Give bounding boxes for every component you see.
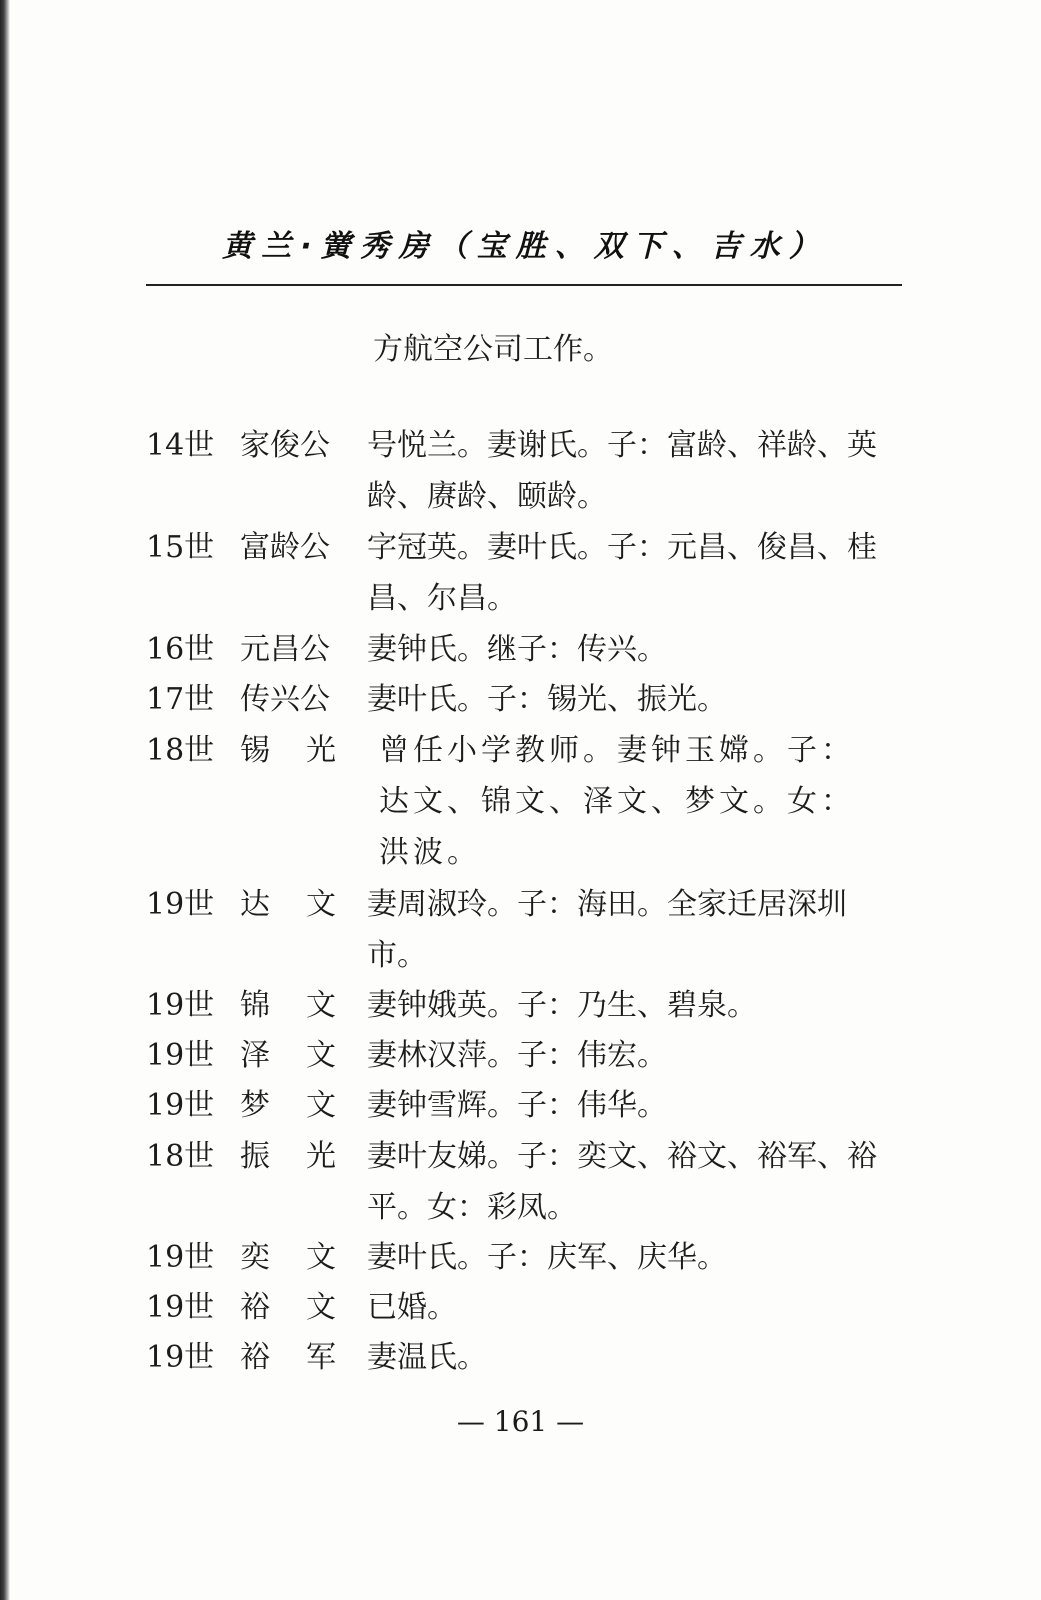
person-name bbox=[240, 1238, 336, 1278]
entry-description: 妻钟娥英。子：乃生、碧泉。 bbox=[367, 988, 757, 1023]
generation-label: 15世 bbox=[146, 530, 215, 565]
person-name: 富龄公 bbox=[240, 530, 330, 565]
generation-label: 18世 bbox=[146, 1139, 215, 1174]
header-rule bbox=[146, 284, 902, 286]
generation-label: 17世 bbox=[146, 682, 215, 717]
person-name bbox=[240, 1338, 336, 1378]
generation-label: 19世 bbox=[146, 1088, 215, 1123]
name-char: 文 bbox=[306, 1240, 336, 1275]
generation-label: 19世 bbox=[146, 1340, 215, 1375]
person-name bbox=[240, 1036, 336, 1076]
person-name bbox=[240, 1137, 336, 1177]
person-name: 家俊公 bbox=[240, 428, 330, 463]
name-char: 振 bbox=[240, 1139, 270, 1174]
name-char: 军 bbox=[306, 1340, 336, 1375]
name-char: 文 bbox=[306, 988, 336, 1023]
name-char: 文 bbox=[306, 1038, 336, 1073]
entry-description: 妻叶氏。子：庆军、庆华。 bbox=[367, 1240, 727, 1275]
entry-description: 字冠英。妻叶氏。子：元昌、俊昌、桂昌、尔昌。 bbox=[367, 530, 877, 616]
name-char: 文 bbox=[306, 1088, 336, 1123]
name-char: 泽 bbox=[240, 1038, 270, 1073]
generation-label: 19世 bbox=[146, 1290, 215, 1325]
name-char: 达 bbox=[240, 887, 270, 922]
generation-label: 18世 bbox=[146, 733, 215, 768]
generation-label: 19世 bbox=[146, 887, 215, 922]
entry-description: 妻周淑玲。子：海田。全家迁居深圳市。 bbox=[367, 887, 847, 973]
entry-description: 妻钟雪辉。子：伟华。 bbox=[367, 1088, 667, 1123]
generation-label: 14世 bbox=[146, 428, 215, 463]
name-char: 文 bbox=[306, 1290, 336, 1325]
page-number: — 161 — bbox=[456, 1405, 585, 1438]
entry-description: 妻林汉萍。子：伟宏。 bbox=[367, 1038, 667, 1073]
scan-edge bbox=[0, 0, 10, 1600]
name-char: 裕 bbox=[240, 1290, 270, 1325]
name-char: 文 bbox=[306, 887, 336, 922]
entry-description: 妻温氏。 bbox=[367, 1340, 487, 1375]
person-name: 元昌公 bbox=[240, 632, 330, 667]
name-char: 光 bbox=[306, 1139, 336, 1174]
name-char: 裕 bbox=[240, 1340, 270, 1375]
name-char: 梦 bbox=[240, 1088, 270, 1123]
entry-description: 妻叶友娣。子：奕文、裕文、裕军、裕平。女：彩凤。 bbox=[367, 1139, 877, 1225]
running-header-title: 黄兰·黉秀房（宝胜、双下、吉水） bbox=[222, 229, 828, 264]
person-name: 传兴公 bbox=[240, 682, 330, 717]
entry-description: 已婚。 bbox=[367, 1290, 457, 1325]
generation-label: 19世 bbox=[146, 988, 215, 1023]
entry-description: 妻钟氏。继子：传兴。 bbox=[367, 632, 667, 667]
continuation-text: 方航空公司工作。 bbox=[373, 332, 613, 367]
name-char: 锡 bbox=[240, 733, 270, 768]
person-name bbox=[240, 1086, 336, 1126]
generation-label: 19世 bbox=[146, 1240, 215, 1275]
name-char: 光 bbox=[306, 733, 336, 768]
generation-label: 19世 bbox=[146, 1038, 215, 1073]
generation-label: 16世 bbox=[146, 632, 215, 667]
person-name bbox=[240, 885, 336, 925]
name-char: 奕 bbox=[240, 1240, 270, 1275]
person-name bbox=[240, 986, 336, 1026]
entry-description: 妻叶氏。子：锡光、振光。 bbox=[367, 682, 727, 717]
person-name bbox=[240, 731, 336, 771]
entry-description: 号悦兰。妻谢氏。子：富龄、祥龄、英龄、赓龄、颐龄。 bbox=[367, 428, 877, 514]
name-char: 锦 bbox=[240, 988, 270, 1023]
entry-description: 曾任小学教师。妻钟玉嫦。子：达文、锦文、泽文、梦文。女：洪波。 bbox=[379, 733, 855, 870]
person-name bbox=[240, 1288, 336, 1328]
